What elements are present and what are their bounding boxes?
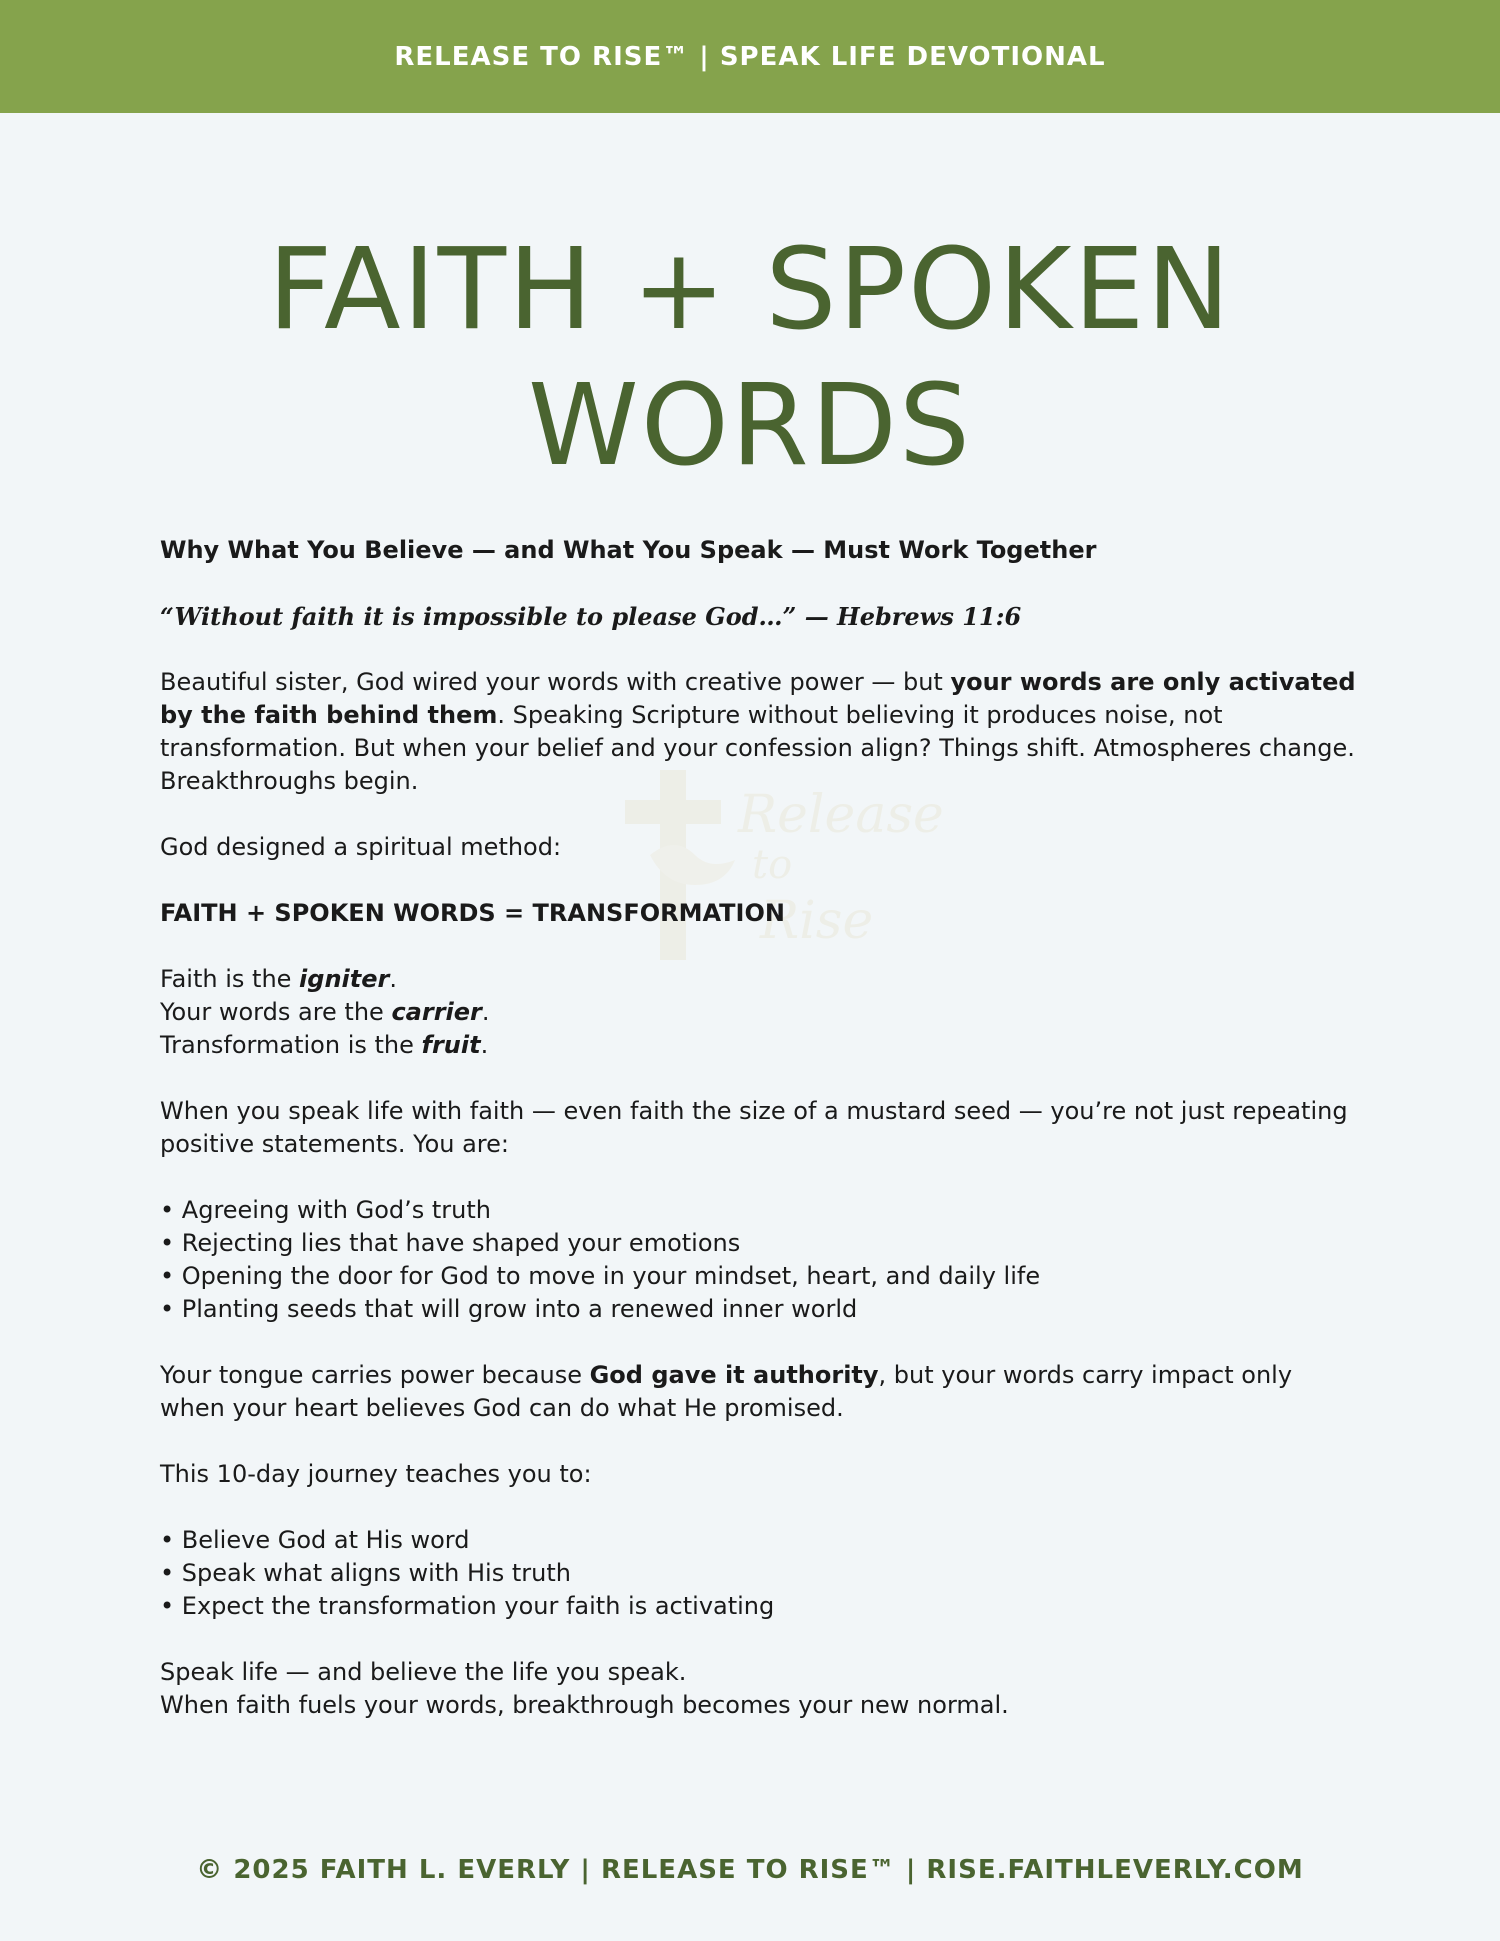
method-intro: God designed a spiritual method: — [160, 833, 562, 861]
intro-text-after: . Speaking Scripture without believing it produces noise, not transformation. But when your belief and your confession align? Things shift. Atmospheres change. Breakthroughs begin. — [160, 701, 1355, 795]
role-line-fruit — [160, 1029, 1360, 1062]
transformation-formula: FAITH + SPOKEN WORDS = TRANSFORMATION — [160, 899, 785, 927]
list-item: • Agreeing with God’s truth — [160, 1196, 491, 1224]
list-item: • Expect the transformation your faith is activating — [160, 1592, 775, 1620]
list-item: • Believe God at His word — [160, 1526, 470, 1554]
footer-copyright: © 2025 FAITH L. EVERLY | RELEASE TO RISE™ | RISE.FAITHLEVERLY.COM — [196, 1855, 1304, 1885]
tongue-text-after: , but your words carry impact only when your heart believes God can do what He promised. — [160, 1361, 1293, 1422]
list-item: • Opening the door for God to move in your mindset, heart, and daily life — [160, 1262, 1041, 1290]
role-text: Faith is the — [160, 965, 300, 993]
tongue-paragraph — [160, 1359, 1360, 1425]
header-title: RELEASE TO RISE™ | SPEAK LIFE DEVOTIONAL — [394, 41, 1106, 72]
tongue-bold-text: God gave it authority — [589, 1361, 879, 1389]
page-title-line-1: FAITH + SPOKEN — [267, 225, 1233, 355]
intro-bold-text: your words are only activated by the faith behind them — [160, 668, 1356, 729]
journey-intro: This 10-day journey teaches you to: — [160, 1460, 592, 1488]
watermark-line-3: Rise — [760, 891, 874, 951]
closing-line-2: When faith fuels your words, breakthrough becomes your new normal. — [160, 1691, 1009, 1719]
footer — [0, 1855, 1500, 1885]
scripture-quote: “Without faith it is impossible to please God…” — Hebrews 11:6 — [160, 602, 1022, 631]
role-punct: . — [389, 965, 397, 993]
page-title-line-2: WORDS — [527, 361, 973, 491]
journey-list — [160, 1524, 1360, 1623]
header-band — [0, 0, 1500, 113]
role-punct: . — [481, 998, 490, 1026]
devotional-body — [160, 534, 1360, 1755]
roles-list — [160, 963, 1360, 1062]
watermark-line-2: to — [752, 842, 793, 888]
list-item: • Planting seeds that will grow into a renewed inner world — [160, 1295, 858, 1323]
role-text: Transformation is the — [160, 1031, 422, 1059]
page-title — [0, 222, 1500, 494]
role-emphasis: igniter — [299, 965, 390, 993]
role-emphasis: fruit — [421, 1031, 481, 1059]
tongue-text-before: Your tongue carries power because — [160, 1361, 590, 1389]
role-emphasis: carrier — [391, 998, 482, 1026]
role-punct: . — [480, 1031, 489, 1059]
closing-line-1: Speak life — and believe the life you speak. — [160, 1658, 687, 1686]
list-item: • Speak what aligns with His truth — [160, 1559, 571, 1587]
role-line-carrier — [160, 996, 1360, 1029]
section-subtitle: Why What You Believe — and What You Speak — Must Work Together — [160, 536, 1097, 564]
role-line-igniter — [160, 963, 1360, 996]
speak-intro-paragraph: When you speak life with faith — even faith the size of a mustard seed — you’re not just repeating positive statements. You are: — [160, 1097, 1348, 1158]
role-text: Your words are the — [160, 998, 392, 1026]
watermark-line-1: Release — [738, 785, 944, 845]
intro-text-before: Beautiful sister, God wired your words with creative power — but — [160, 668, 951, 696]
list-item: • Rejecting lies that have shaped your emotions — [160, 1229, 741, 1257]
closing-paragraph — [160, 1656, 1360, 1722]
you-are-list — [160, 1194, 1360, 1326]
intro-paragraph — [160, 666, 1360, 798]
